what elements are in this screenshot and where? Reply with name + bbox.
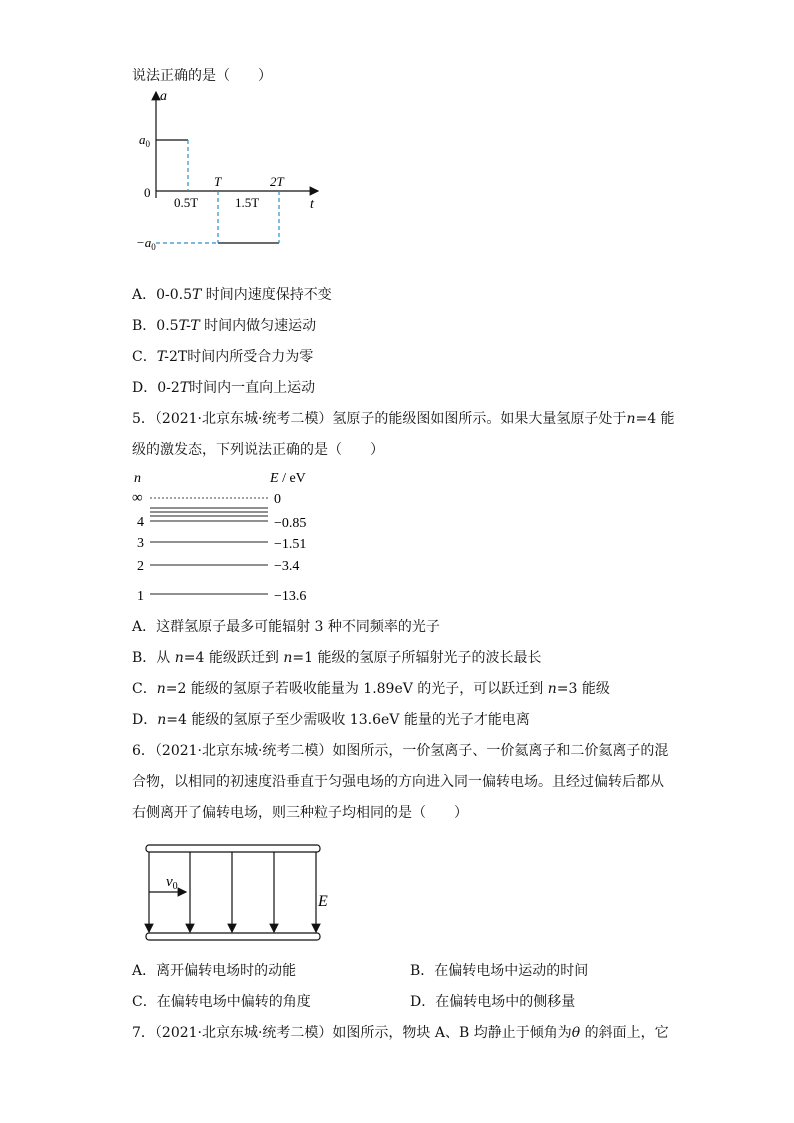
level-n-3: 3 xyxy=(137,536,144,551)
q6-option-c: C．在偏转电场中偏转的角度 xyxy=(132,994,311,1010)
level-e-4: −0.85 xyxy=(274,516,307,531)
question-stem-tail: 说法正确的是（ ） xyxy=(132,68,272,84)
level-n-4: 4 xyxy=(137,515,144,530)
tick-T: T xyxy=(214,174,222,189)
deflection-field-diagram xyxy=(142,840,332,944)
energy-level-diagram xyxy=(130,466,330,606)
tick-2T: 2T xyxy=(270,174,284,189)
level-n-1: 1 xyxy=(137,589,144,604)
level-e-3: −1.51 xyxy=(274,537,307,552)
e-column-label: E / eV xyxy=(270,471,306,486)
level-e-inf: 0 xyxy=(274,492,281,507)
q5-stem-line1: 5．（2021·北京东城·统考二模）氢原子的能级图如图所示。如果大量氢原子处于n=4 能 xyxy=(132,411,675,427)
q5-option-a: A．这群氢原子最多可能辐射 3 种不同频率的光子 xyxy=(132,619,440,635)
q7-stem-line1: 7．（2021·北京东城·统考二模）如图所示，物块 A、B 均静止于倾角为θ 的斜面上，它 xyxy=(132,1025,669,1041)
level-n-inf: ∞ xyxy=(132,490,143,506)
a-axis-label: a xyxy=(160,89,167,104)
n-column-label: n xyxy=(134,471,141,486)
v0-label: $v_0$ xyxy=(166,874,178,892)
q6-stem-line1: 6．（2021·北京东城·统考二模）如图所示，一价氢离子、一价氦离子和二价氦离子的混 xyxy=(132,743,669,759)
q6-option-b: B．在偏转电场中运动的时间 xyxy=(410,963,589,979)
q4-option-c: C．T-2T时间内所受合力为零 xyxy=(132,349,314,365)
t-axis-label: t xyxy=(310,197,314,212)
level-e-2: −3.4 xyxy=(274,559,300,574)
top-plate xyxy=(146,845,320,852)
q4-option-a: A．0-0.5T 时间内速度保持不变 xyxy=(132,287,332,303)
q5-stem-line2: 级的激发态，下列说法正确的是（ ） xyxy=(132,442,384,458)
neg-a0-label: $-a_0$ xyxy=(136,235,156,252)
bottom-plate xyxy=(146,933,320,940)
e-field-label: E xyxy=(318,893,328,910)
q4-option-d: D．0-2T时间内一直向上运动 xyxy=(132,380,316,396)
q5-option-d: D．n=4 能级的氢原子至少需吸收 13.6eV 能量的光子才能电离 xyxy=(132,712,530,728)
q5-option-c: C．n=2 能级的氢原子若吸收能量为 1.89eV 的光子，可以跃迁到 n=3 能级 xyxy=(132,681,610,697)
acceleration-time-graph xyxy=(138,86,338,256)
q4-option-b: B．0.5T-T 时间内做匀速运动 xyxy=(132,318,317,334)
tick-1.5T: 1.5T xyxy=(235,195,260,210)
q5-option-b: B．从 n=4 能级跃迁到 n=1 能级的氢原子所辐射光子的波长最长 xyxy=(132,650,542,666)
a0-label: $a_0$ xyxy=(139,132,150,149)
level-n-2: 2 xyxy=(137,559,144,574)
origin-label: 0 xyxy=(144,185,151,200)
q6-option-d: D．在偏转电场中的侧移量 xyxy=(410,994,576,1010)
q6-stem-line3: 右侧离开了偏转电场，则三种粒子均相同的是（ ） xyxy=(132,805,468,821)
q6-option-a: A．离开偏转电场时的动能 xyxy=(132,963,297,979)
level-e-1: −13.6 xyxy=(274,589,307,604)
q6-stem-line2: 合物，以相同的初速度沿垂直于匀强电场的方向进入同一偏转电场。且经过偏转后都从 xyxy=(132,774,664,790)
tick-0.5T: 0.5T xyxy=(174,195,199,210)
